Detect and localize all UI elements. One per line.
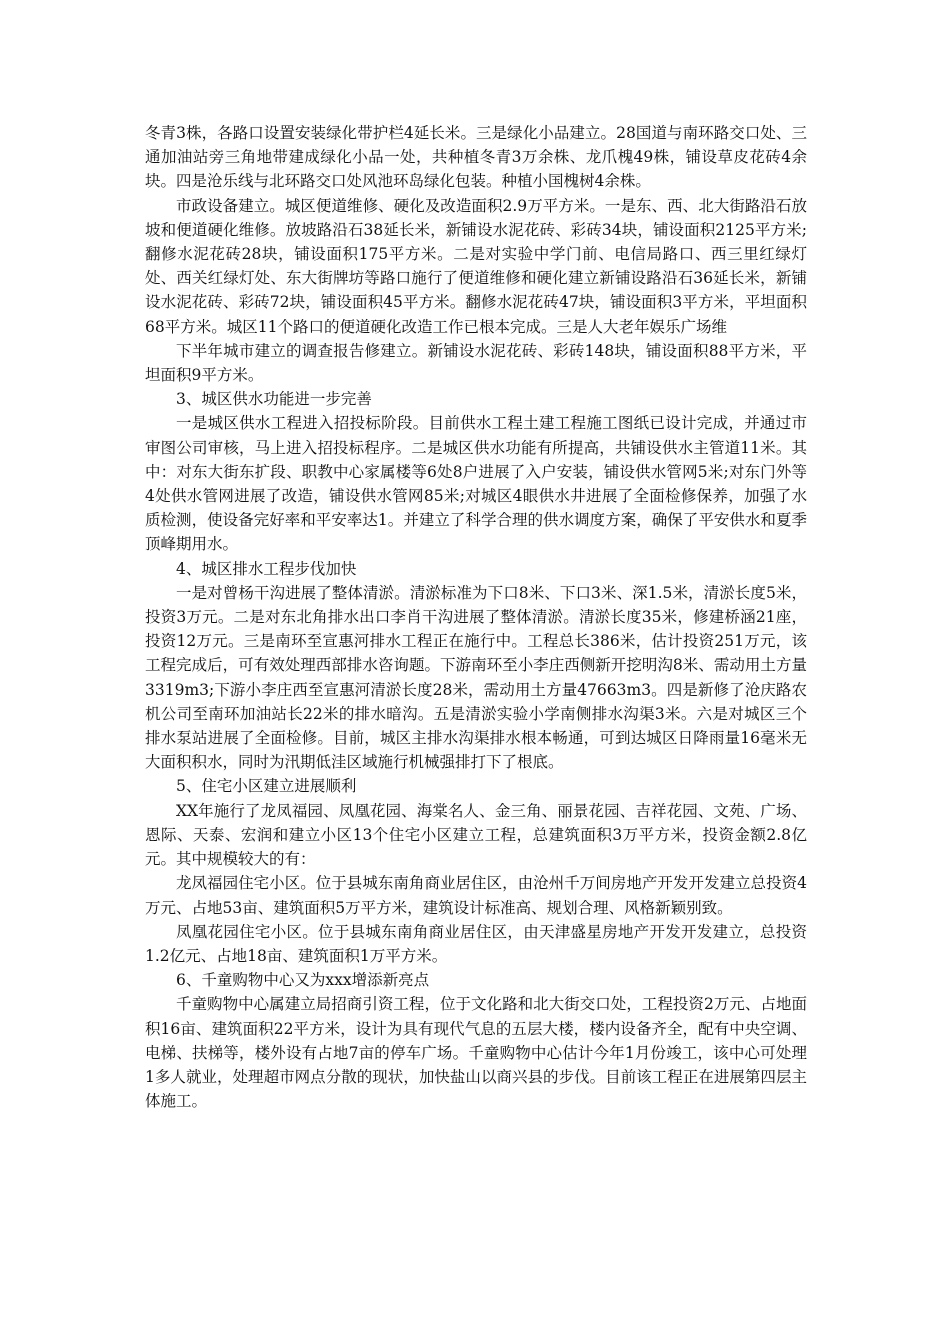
section-heading-shopping-center: 6、千童购物中心又为xxx增添新亮点	[176, 971, 430, 990]
section-heading-residential: 5、住宅小区建立进展顺利	[176, 777, 357, 796]
paragraph-second-half-repairs: 下半年城市建立的调查报告修建立。新铺设水泥花砖、彩砖148块，铺设面积88平方米，平坦面积9平方米。	[145, 341, 807, 385]
paragraph-residential-overview: XX年施行了龙凤福园、凤凰花园、海棠名人、金三角、丽景花园、吉祥花园、文苑、广场、恩际、天泰、宏润和建立小区13个住宅小区建立工程，总建筑面积3万平方米，投资金额2.8亿元。其中规模较大的有：	[145, 801, 807, 869]
section-heading-water-supply: 3、城区供水功能进一步完善	[176, 390, 372, 409]
document-body	[145, 121, 807, 1113]
paragraph-drainage: 一是对曾杨干沟进展了整体清淤。清淤标准为下口8米、下口3米、深1.5米，清淤长度5米，投资3万元。二是对东北角排水出口李肖干沟进展了整体清淤。清淤长度35米，修建桥涵21座，投资12万元。三是南环至宣惠河排水工程正在施行中。工程总长386米，估计投资251万元，该工程完成后，可有效处理西部排水咨询题。下游南环至小李庄西侧新开挖明沟8米、需动用土方量3319m3;下游小李庄西至宣惠河清淤长度28米，需动用土方量47663m3。四是新修了沧庆路农机公司至南环加油站长22米的排水暗沟。五是清淤实验小学南侧排水沟渠3米。六是对城区三个排水泵站进展了全面检修。目前，城区主排水沟渠排水根本畅通，可到达城区日降雨量16毫米无大面积积水，同时为汛期低洼区域施行机械强排打下了根底。	[145, 583, 807, 772]
paragraph-shopping-center: 千童购物中心属建立局招商引资工程，位于文化路和北大街交口处，工程投资2万元、占地面积16亩、建筑面积22平方米，设计为具有现代气息的五层大楼，楼内设备齐全，配有中央空调、电梯、扶梯等，楼外设有占地7亩的停车广场。千童购物中心估计今年1月份竣工，该中心可处理1多人就业，处理超市网点分散的现状，加快盐山以商兴县的步伐。目前该工程正在进展第四层主体施工。	[145, 995, 807, 1111]
paragraph-longfeng-fuyuan: 龙凤福园住宅小区。位于县城东南角商业居住区，由沧州千万间房地产开发开发建立总投资4万元、占地53亩、建筑面积5万平方米，建筑设计标准高、规划合理、风格新颖别致。	[145, 874, 807, 917]
paragraph-greening-continued: 冬青3株，各路口设置安装绿化带护栏4延长米。三是绿化小品建立。28国道与南环路交口处、三通加油站旁三角地带建成绿化小品一处，共种植冬青3万余株、龙爪槐49株，铺设草皮花砖4余块。四是沧乐线与北环路交口处风池环岛绿化包装。种植小国槐树4余株。	[145, 124, 807, 191]
section-heading-drainage: 4、城区排水工程步伐加快	[176, 559, 357, 578]
paragraph-water-supply: 一是城区供水工程进入招投标阶段。目前供水工程土建工程施工图纸已设计完成，并通过市审图公司审核，马上进入招投标程序。二是城区供水功能有所提高，共铺设供水主管道11米。其中：对东大街东扩段、职教中心家属楼等6处8户进展了入户安装，铺设供水管网5米;对东门外等4处供水管网进展了改造，铺设供水管网85米;对城区4眼供水井进展了全面检修保养，加强了水质检测，使设备完好率和平安率达1。并建立了科学合理的供水调度方案，确保了平安供水和夏季顶峰期用水。	[145, 414, 807, 554]
paragraph-fenghuang-huayuan: 凤凰花园住宅小区。位于县城东南角商业居住区，由天津盛星房地产开发开发建立，总投资1.2亿元、占地18亩、建筑面积1万平方米。	[145, 922, 807, 965]
paragraph-municipal-facilities: 市政设备建立。城区便道维修、硬化及改造面积2.9万平方米。一是东、西、北大街路沿石放坡和便道硬化维修。放坡路沿石38延长米，新铺设水泥花砖、彩砖34块，铺设面积2125平方米;翻修水泥花砖28块，铺设面积175平方米。二是对实验中学门前、电信局路口、西三里红绿灯处、西关红绿灯处、东大街牌坊等路口施行了便道维修和硬化建立新铺设路沿石36延长米，新铺设水泥花砖、彩砖72块，铺设面积45平方米。翻修水泥花砖47块，铺设面积3平方米，平坦面积68平方米。城区11个路口的便道硬化改造工作已根本完成。三是人大老年娱乐广场维	[145, 196, 807, 336]
